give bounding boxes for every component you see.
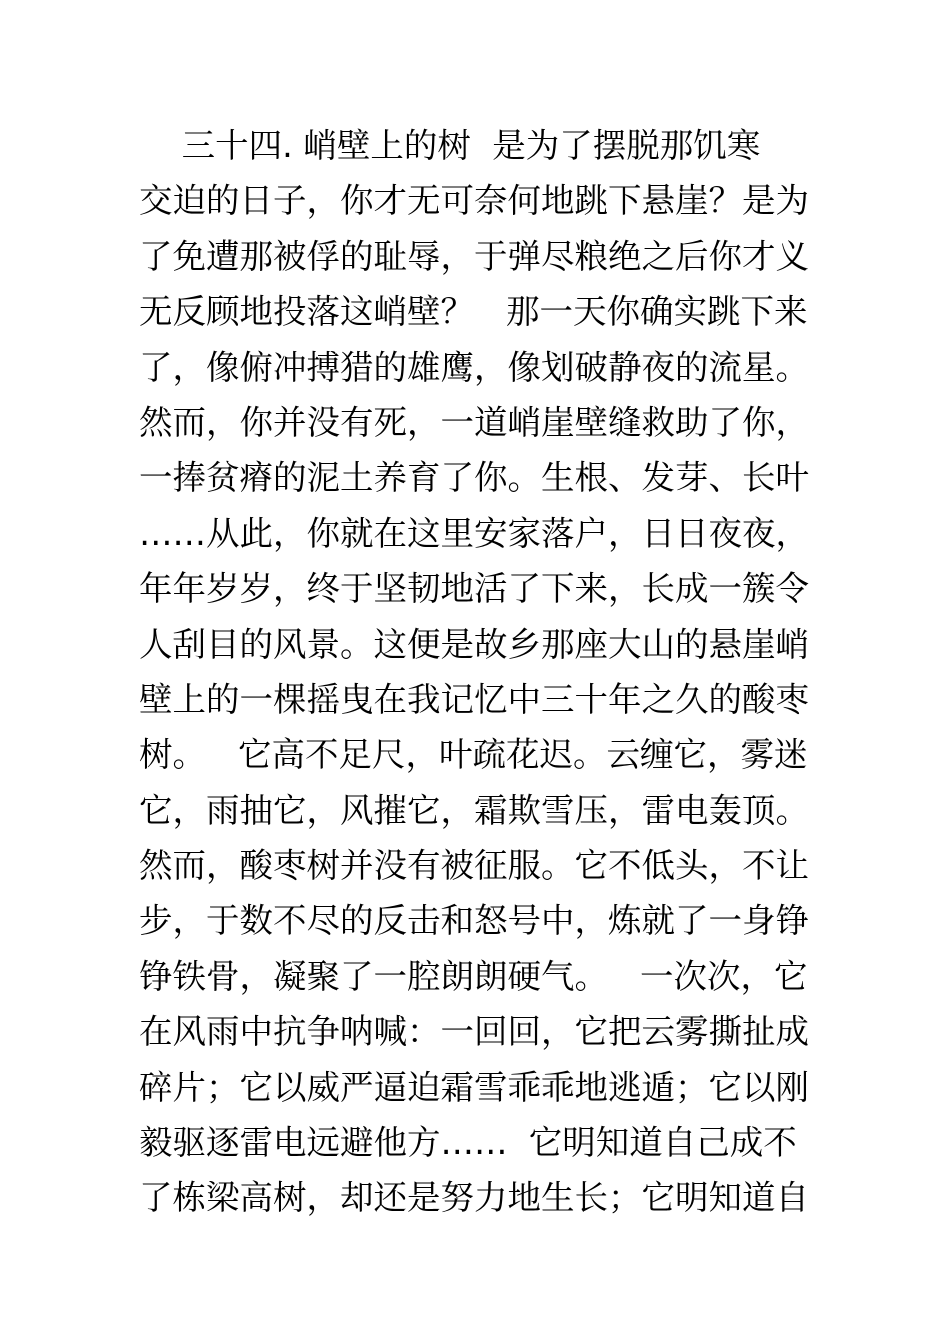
text-line-16: 铮铁骨，凝聚了一腔朗朗硬气。 一次次，它 xyxy=(139,956,808,996)
text-line-4: 无反顾地投落这峭壁？ 那一天你确实跳下来 xyxy=(139,292,808,332)
text-line-5: 了，像俯冲搏猎的雄鹰，像划破静夜的流星。 xyxy=(139,347,809,387)
text-line-12: 树。 它高不足尺，叶疏花迟。云缠它，雾迷 xyxy=(139,735,808,775)
text-line-19: 毅驱逐雷电远避他方…… 它明知道自己成不 xyxy=(139,1123,797,1163)
text-line-2: 交迫的日子，你才无可奈何地跳下悬崖？是为 xyxy=(139,181,809,221)
text-line-20: 了栋梁高树，却还是努力地生长；它明知道自 xyxy=(139,1178,809,1218)
text-line-13: 它，雨抽它，风摧它，霜欺雪压，雷电轰顶。 xyxy=(139,790,809,830)
text-line-10: 人刮目的风景。这便是故乡那座大山的悬崖峭 xyxy=(139,624,809,664)
text-line-17: 在风雨中抗争呐喊：一回回，它把云雾撕扯成 xyxy=(139,1012,809,1052)
text-line-14: 然而，酸枣树并没有被征服。它不低头，不让 xyxy=(139,846,809,886)
text-line-6: 然而，你并没有死，一道峭崖壁缝救助了你， xyxy=(139,402,809,442)
text-line-8: ……从此，你就在这里安家落户，日日夜夜， xyxy=(139,513,809,553)
text-line-3: 了免遭那被俘的耻辱，于弹尽粮绝之后你才义 xyxy=(139,236,809,276)
body-text xyxy=(139,118,829,1226)
text-line-1: 三十四. 峭壁上的树 是为了摆脱那饥寒 xyxy=(139,126,761,165)
text-line-9: 年年岁岁，终于坚韧地活了下来，长成一簇令 xyxy=(139,569,809,609)
text-line-11: 壁上的一棵摇曳在我记忆中三十年之久的酸枣 xyxy=(139,679,809,719)
text-line-18: 碎片；它以威严逼迫霜雪乖乖地逃遁；它以刚 xyxy=(139,1067,809,1107)
text-line-7: 一捧贫瘠的泥土养育了你。生根、发芽、长叶 xyxy=(139,458,809,498)
text-line-15: 步，于数不尽的反击和怒号中，炼就了一身铮 xyxy=(139,901,809,941)
